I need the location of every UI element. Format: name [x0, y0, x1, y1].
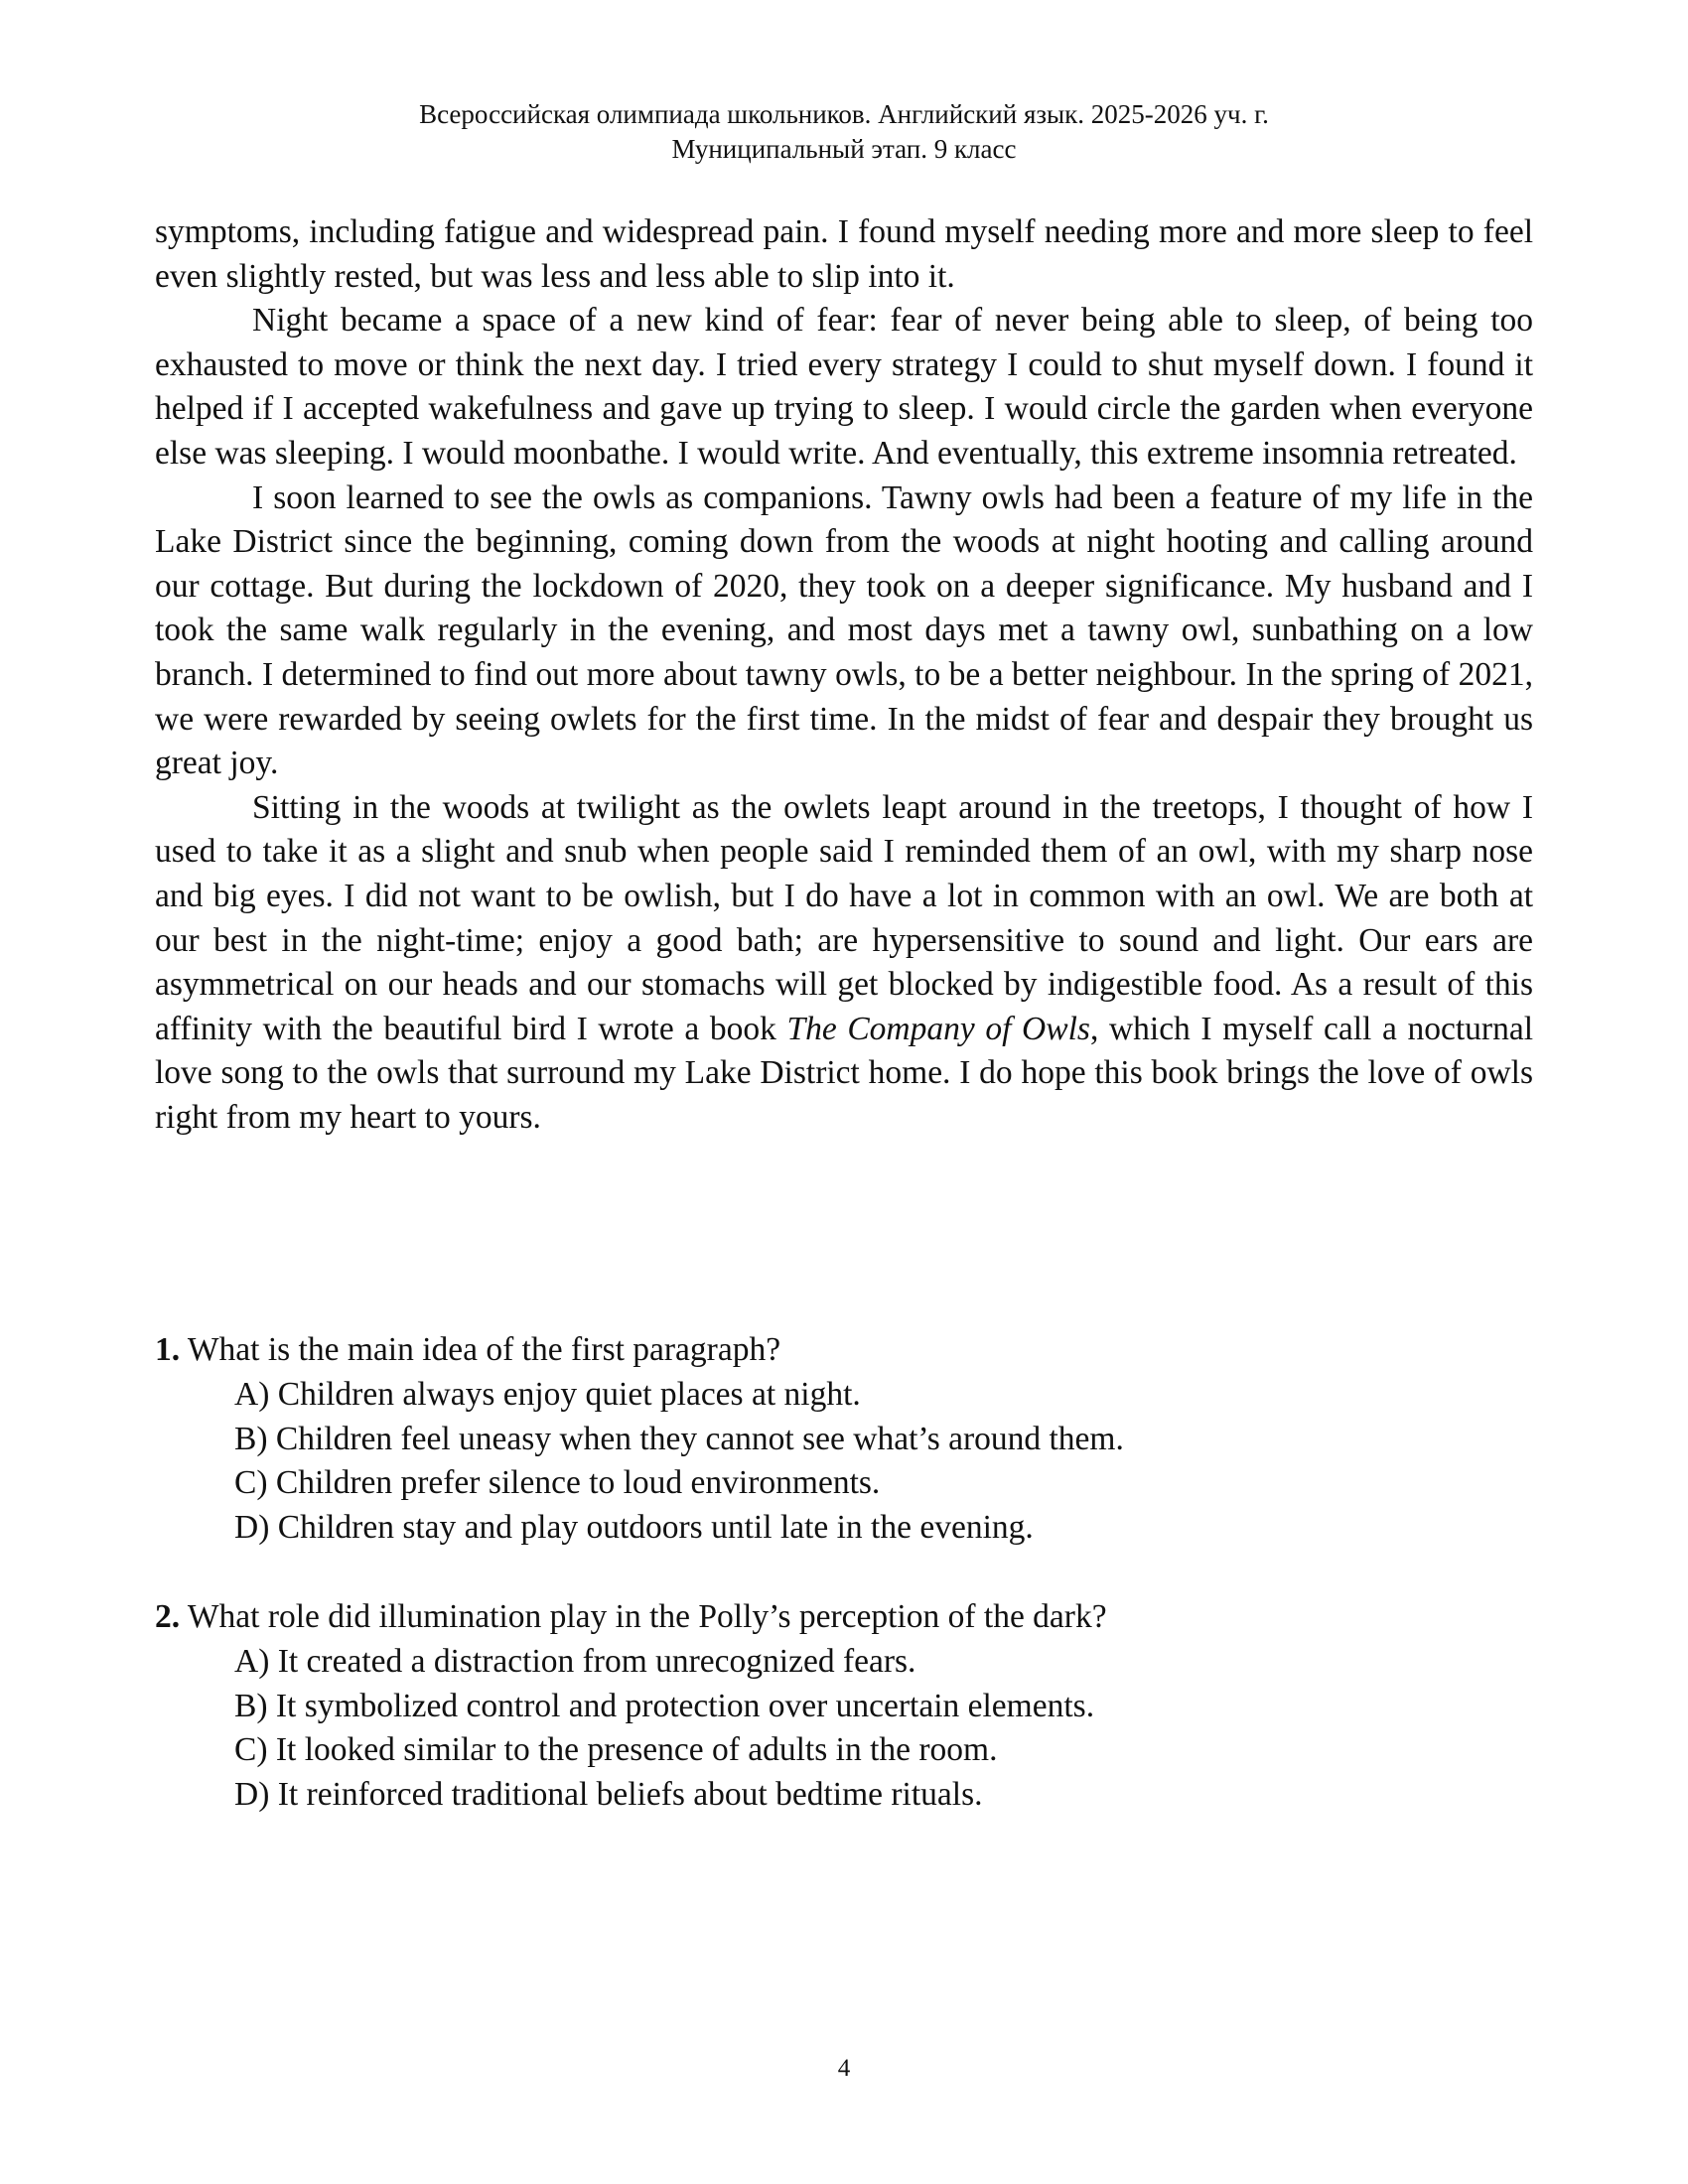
- passage-paragraph-night: Night became a space of a new kind of fear: fear of never being able to sleep, of being too exhausted to move or think the next day. I tried every strategy I could to shut myself down. I found it helped if I accepted wakefulness and gave up trying to sleep. I would circle the garden when everyone else was sleeping. I would moonbathe. I would write. And eventually, this extreme insomnia retreated.: [155, 302, 1533, 472]
- book-title: The Company of Owls: [786, 1010, 1090, 1047]
- answer-option-c: C) It looked similar to the presence of adults in the room.: [234, 1731, 998, 1769]
- answer-option-d: D) Children stay and play outdoors until late in the evening.: [234, 1509, 1034, 1547]
- header-stage-grade: Муниципальный этап. 9 класс: [671, 134, 1017, 164]
- question-stem: [155, 1328, 1533, 1373]
- answer-option-c: C) Children prefer silence to loud environments.: [234, 1464, 881, 1502]
- page-header: [0, 97, 1688, 167]
- question-2: [155, 1595, 1533, 1818]
- question-stem: [155, 1595, 1533, 1640]
- answer-option-a: A) It created a distraction from unrecognized fears.: [234, 1642, 916, 1680]
- answer-option-b: B) Children feel uneasy when they cannot see what’s around them.: [234, 1420, 1124, 1457]
- question-1: [155, 1328, 1533, 1551]
- header-olympiad-title: Всероссийская олимпиада школьников. Английский язык. 2025-2026 уч. г.: [419, 99, 1269, 129]
- question-number: 1.: [155, 1331, 181, 1368]
- answer-option-d: D) It reinforced traditional beliefs about bedtime rituals.: [234, 1776, 983, 1814]
- passage-paragraph-owlish: [155, 786, 1533, 1141]
- question-text: What role did illumination play in the Polly’s perception of the dark?: [180, 1598, 1107, 1635]
- passage-paragraph-owls-companions: I soon learned to see the owls as companions. Tawny owls had been a feature of my life in the Lake District since the beginning, coming down from the woods at night hooting and calling around our cottage. But during the lockdown of 2020, they took on a deeper significance. My husband and I took the same walk regularly in the evening, and most days met a tawny owl, sunbathing on a low branch. I determined to find out more about tawny owls, to be a better neighbour. In the spring of 2021, we were rewarded by seeing owlets for the first time. In the midst of fear and despair they brought us great joy.: [155, 478, 1533, 782]
- passage-paragraph-continued: symptoms, including fatigue and widespread pain. I found myself needing more and more sleep to feel even slightly rested, but was less and less able to slip into it.: [155, 213, 1533, 295]
- question-number: 2.: [155, 1598, 181, 1635]
- reading-passage: [155, 210, 1533, 1140]
- answer-option-b: B) It symbolized control and protection over uncertain elements.: [234, 1687, 1095, 1724]
- page-number: 4: [837, 2055, 851, 2082]
- answer-option-a: A) Children always enjoy quiet places at night.: [234, 1375, 861, 1413]
- question-text: What is the main idea of the first paragraph?: [180, 1331, 781, 1368]
- passage-text: Sitting in the woods at twilight as the owlets leapt around in the treetops, I thought of how I used to take it as a slight and snub when people said I reminded them of an owl, with my sharp nose and big eyes. I did not want to be owlish, but I do have a lot in common with an owl. We are both at our best in the night-time; enjoy a good bath; are hypersensitive to sound and light. Our ears are asymmetrical on our heads and our stomachs will get blocked by indigestible food. As a result of this affinity with the beautiful bird I wrote a book: [155, 788, 1533, 1047]
- passage-text: , which I myself call a nocturnal love song to the owls that surround my Lake District home. I do hope this book brings the love of owls right from my heart to yours.: [155, 1010, 1533, 1136]
